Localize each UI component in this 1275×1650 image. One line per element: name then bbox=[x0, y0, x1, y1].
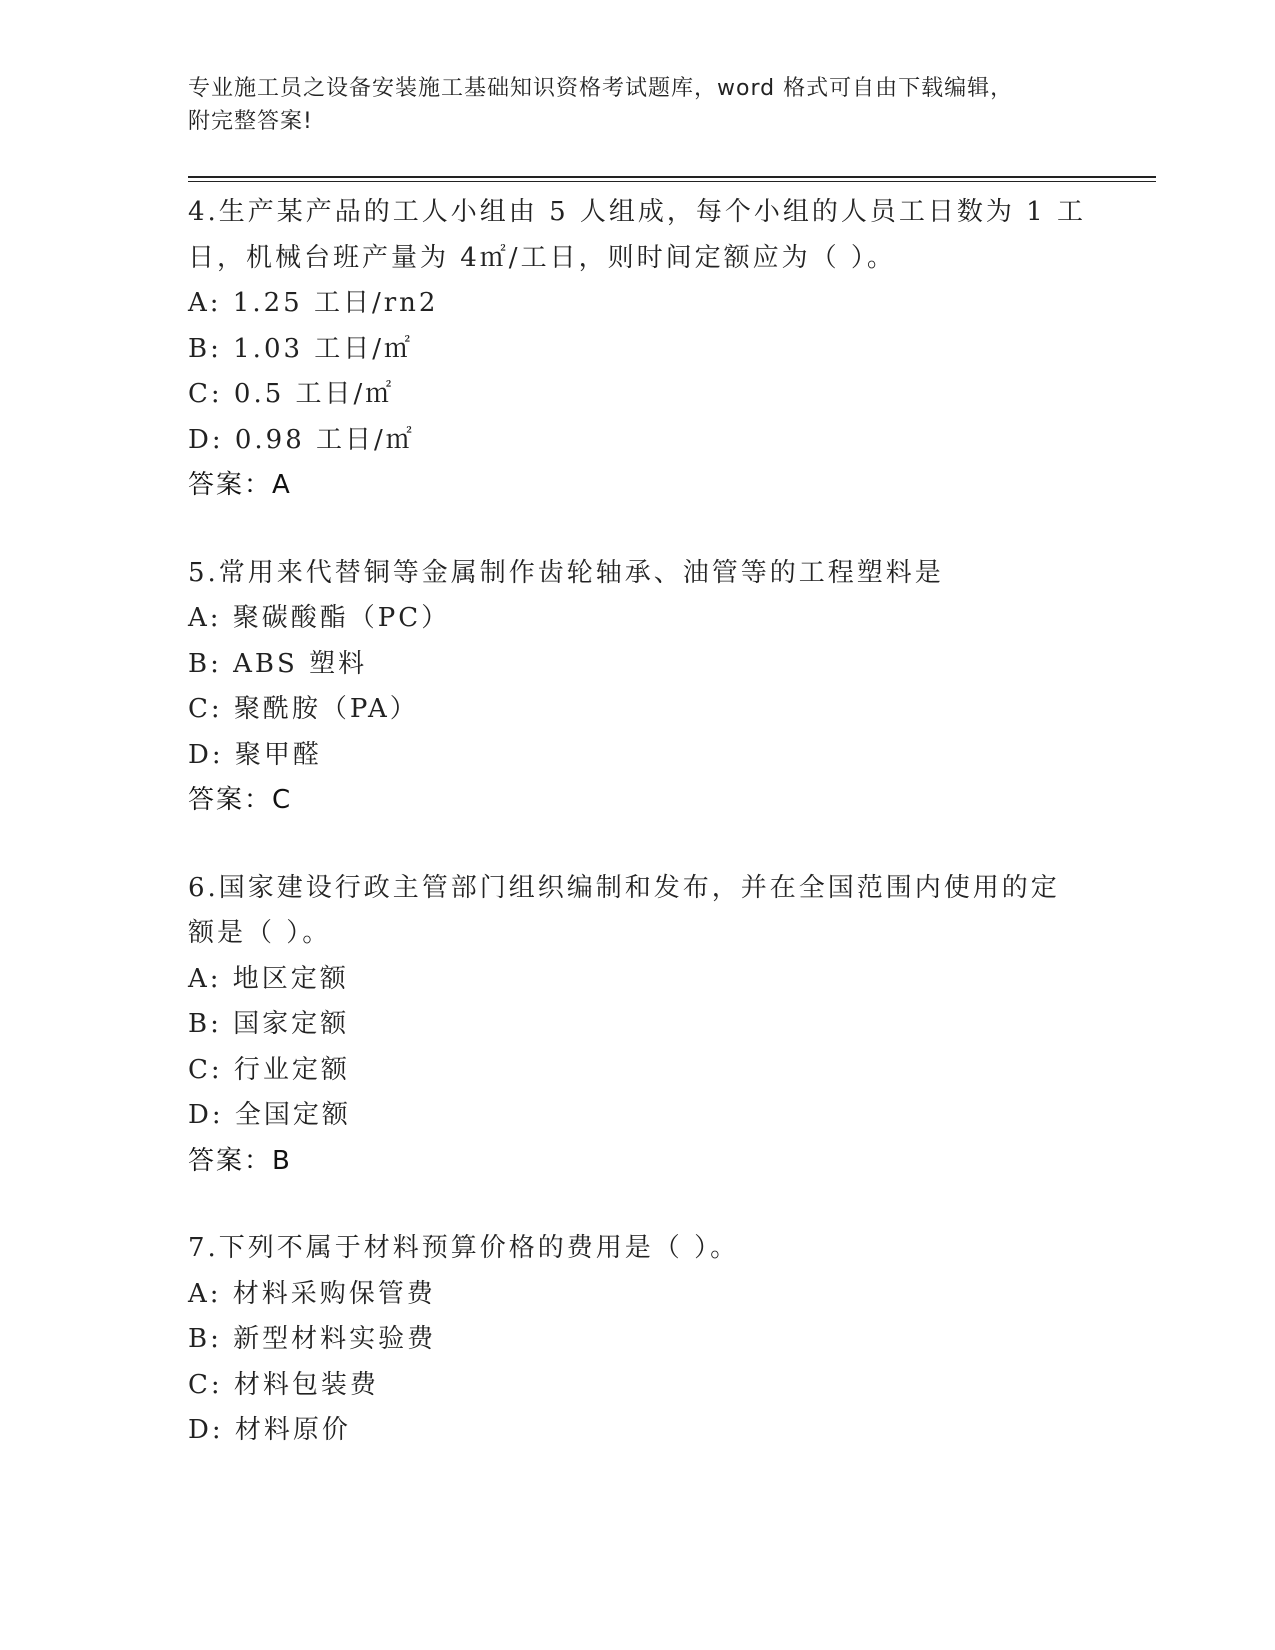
header-line-1: 专业施工员之设备安装施工基础知识资格考试题库，word 格式可自由下载编辑， bbox=[188, 76, 1014, 101]
answer-line: 答案：B bbox=[188, 1145, 292, 1176]
option-d: D: 全国定额 bbox=[188, 1100, 351, 1130]
question-item bbox=[188, 551, 1088, 824]
question-stem-line: 7.下列不属于材料预算价格的费用是（ ）。 bbox=[188, 1233, 740, 1263]
option-c: C: 聚酰胺（PA） bbox=[188, 694, 419, 724]
answer-line: 答案：A bbox=[188, 470, 292, 500]
option-b: B: 1.03 工日/㎡ bbox=[188, 333, 414, 364]
option-b: B: 国家定额 bbox=[188, 1009, 350, 1039]
option-a: A: 地区定额 bbox=[188, 963, 349, 994]
option-c: C: 材料包装费 bbox=[188, 1369, 379, 1400]
question-list bbox=[188, 190, 1088, 1496]
question-item bbox=[188, 1226, 1088, 1454]
question-stem-line: 日，机械台班产量为 4㎡/工日，则时间定额应为（ ）。 bbox=[188, 242, 896, 273]
option-b: B: ABS 塑料 bbox=[188, 648, 368, 679]
question-item bbox=[188, 190, 1088, 509]
option-a: A: 材料采购保管费 bbox=[188, 1278, 436, 1309]
header-divider-thick bbox=[188, 176, 1156, 178]
option-d: D: 聚甲醛 bbox=[188, 739, 322, 770]
option-b: B: 新型材料实验费 bbox=[188, 1324, 437, 1354]
question-stem-line: 6.国家建设行政主管部门组织编制和发布，并在全国范围内使用的定 bbox=[188, 872, 1060, 903]
question-stem-line: 5.常用来代替铜等金属制作齿轮轴承、油管等的工程塑料是 bbox=[188, 557, 944, 588]
document-header bbox=[188, 72, 1068, 138]
option-a: A: 1.25 工日/rn2 bbox=[188, 288, 439, 318]
header-line-2: 附完整答案! bbox=[188, 109, 313, 134]
header-divider-thin bbox=[188, 181, 1156, 182]
question-item bbox=[188, 866, 1088, 1185]
option-c: C: 行业定额 bbox=[188, 1054, 350, 1085]
option-c: C: 0.5 工日/㎡ bbox=[188, 379, 395, 409]
question-stem-line: 4.生产某产品的工人小组由 5 人组成，每个小组的人员工日数为 1 工 bbox=[188, 197, 1086, 227]
option-d: D: 材料原价 bbox=[188, 1415, 351, 1445]
option-a: A: 聚碳酸酯（PC） bbox=[188, 603, 451, 633]
option-d: D: 0.98 工日/㎡ bbox=[188, 424, 415, 455]
answer-line: 答案：C bbox=[188, 785, 293, 815]
question-stem-line: 额是（ ）。 bbox=[188, 918, 332, 948]
